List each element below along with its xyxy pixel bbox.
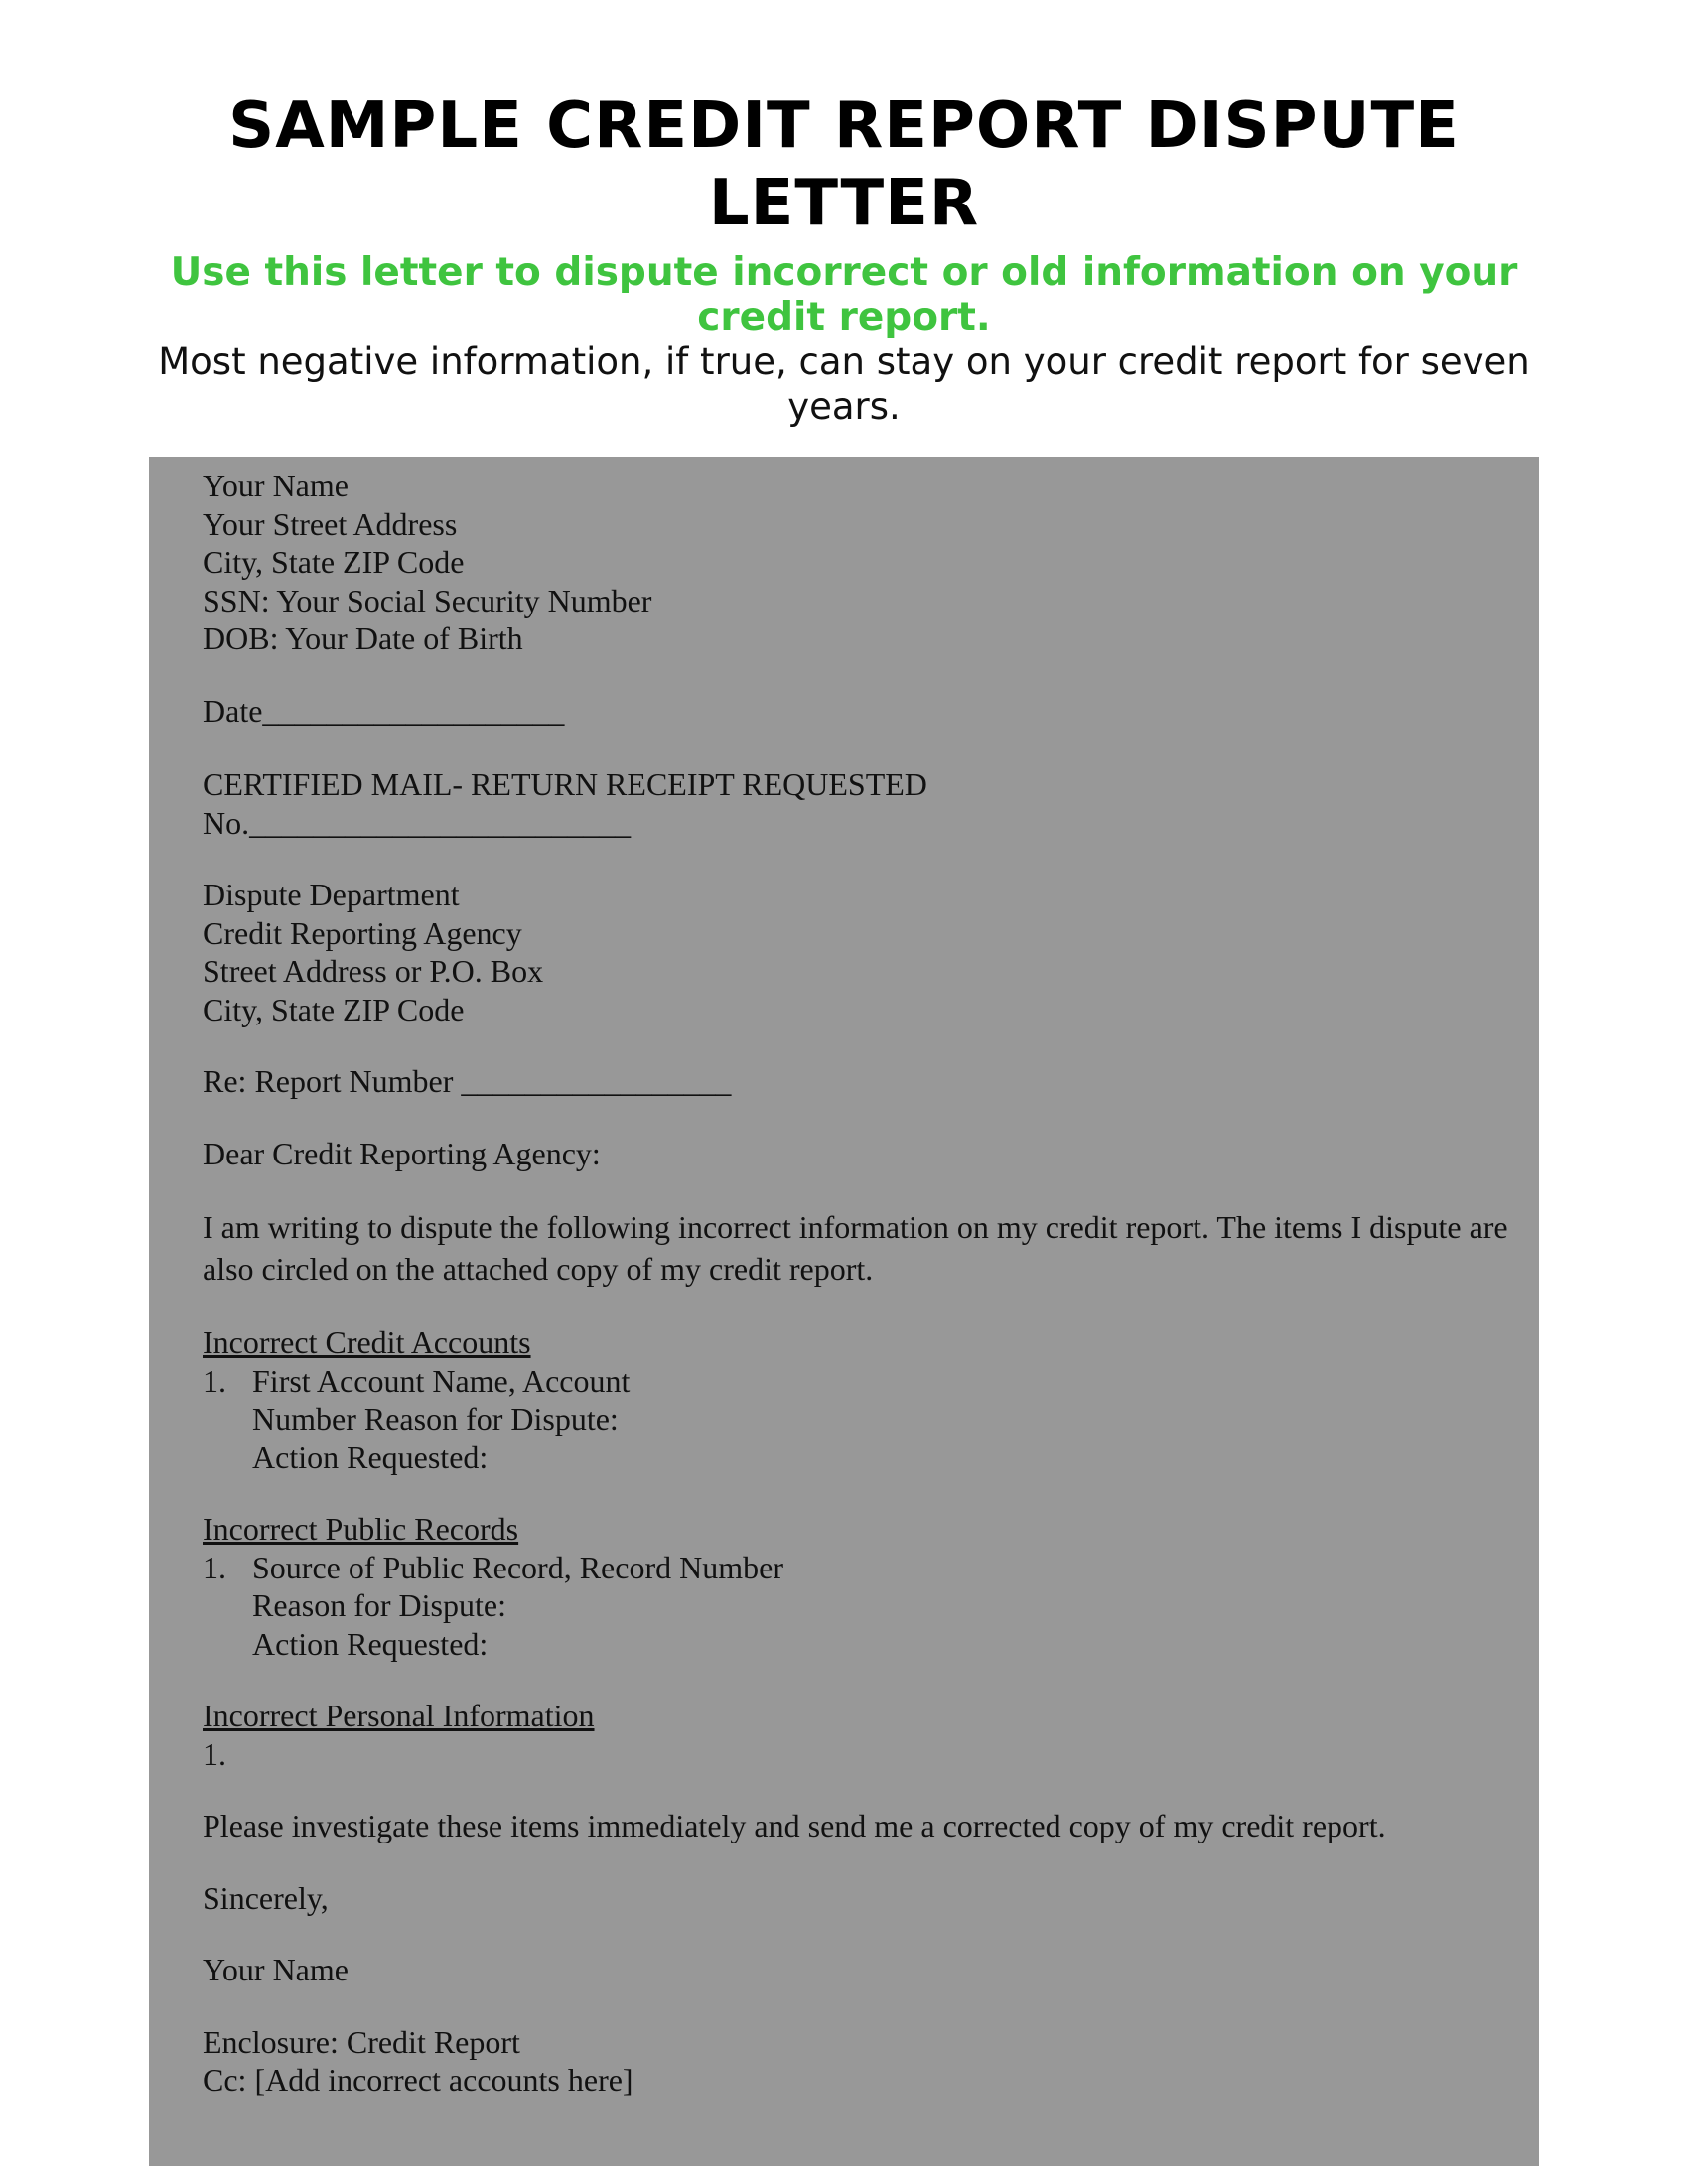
sender-ssn: SSN: Your Social Security Number (203, 582, 652, 618)
cc-line: Cc: [Add incorrect accounts here] (203, 2062, 633, 2098)
signature-name: Your Name (203, 1952, 349, 1987)
enclosure-line: Enclosure: Credit Report (203, 2023, 520, 2060)
sender-street: Your Street Address (203, 505, 458, 542)
spacer (203, 1845, 1523, 1879)
list-item (203, 1362, 1523, 1401)
intro-text: Most negative information, if true, can stay on your credit report for seven years. (158, 341, 1530, 428)
spacer (203, 842, 1523, 876)
recipient-agency: Credit Reporting Agency (203, 914, 522, 951)
section-heading-public-records: Incorrect Public Records (203, 1511, 519, 1547)
closing-request: Please investigate these items immediately and send me a corrected copy of my credit report. (203, 1808, 1386, 1843)
salutation: Dear Credit Reporting Agency: (203, 1135, 601, 1171)
spacer (203, 1476, 1523, 1510)
recipient-street: Street Address or P.O. Box (203, 953, 544, 989)
letter-body-paragraph: I am writing to dispute the following incorrect information on my credit report. The items I dispute are also circled on the attached copy of my credit report. (203, 1209, 1508, 1287)
date-line: Date___________________ (203, 692, 565, 729)
sender-dob: DOB: Your Date of Birth (203, 620, 523, 656)
spacer (203, 1989, 1523, 2023)
re-report-number: Re: Report Number _________________ (203, 1063, 732, 1099)
public-record-line3: Action Requested: (252, 1625, 489, 1662)
section-heading-personal-info: Incorrect Personal Information (203, 1698, 595, 1733)
list-number: 1. (203, 1549, 226, 1585)
certified-number-line: No.________________________ (203, 804, 632, 841)
public-record-line1: Source of Public Record, Record Number (252, 1549, 783, 1585)
sender-city: City, State ZIP Code (203, 544, 465, 580)
spacer (203, 1917, 1523, 1951)
letter-template-box (149, 457, 1539, 2166)
letter-body (203, 467, 1523, 2100)
recipient-department: Dispute Department (203, 877, 460, 912)
signoff: Sincerely, (203, 1879, 329, 1916)
page-title: SAMPLE CREDIT REPORT DISPUTE LETTER (228, 89, 1460, 240)
spacer (203, 1028, 1523, 1062)
spacer (203, 730, 1523, 765)
spacer (203, 1172, 1523, 1206)
sender-name: Your Name (203, 468, 349, 503)
page-subtitle: Use this letter to dispute incorrect or old information on your credit report. (170, 250, 1518, 340)
list-number: 1. (203, 1735, 226, 1772)
spacer (203, 1290, 1523, 1323)
spacer (203, 1773, 1523, 1807)
certified-mail-line: CERTIFIED MAIL- RETURN RECEIPT REQUESTED (203, 766, 927, 802)
spacer (203, 1101, 1523, 1135)
spacer (203, 1663, 1523, 1697)
list-item (203, 1549, 1523, 1587)
section-heading-credit-accounts: Incorrect Credit Accounts (203, 1324, 531, 1360)
list-number: 1. (203, 1362, 226, 1399)
recipient-city: City, State ZIP Code (203, 991, 465, 1027)
credit-account-line1: First Account Name, Account (252, 1362, 631, 1399)
credit-account-line3: Action Requested: (252, 1438, 489, 1475)
document-header (99, 87, 1589, 429)
public-record-line2: Reason for Dispute: (252, 1587, 506, 1623)
spacer (203, 658, 1523, 692)
credit-account-line2: Number Reason for Dispute: (252, 1401, 619, 1436)
